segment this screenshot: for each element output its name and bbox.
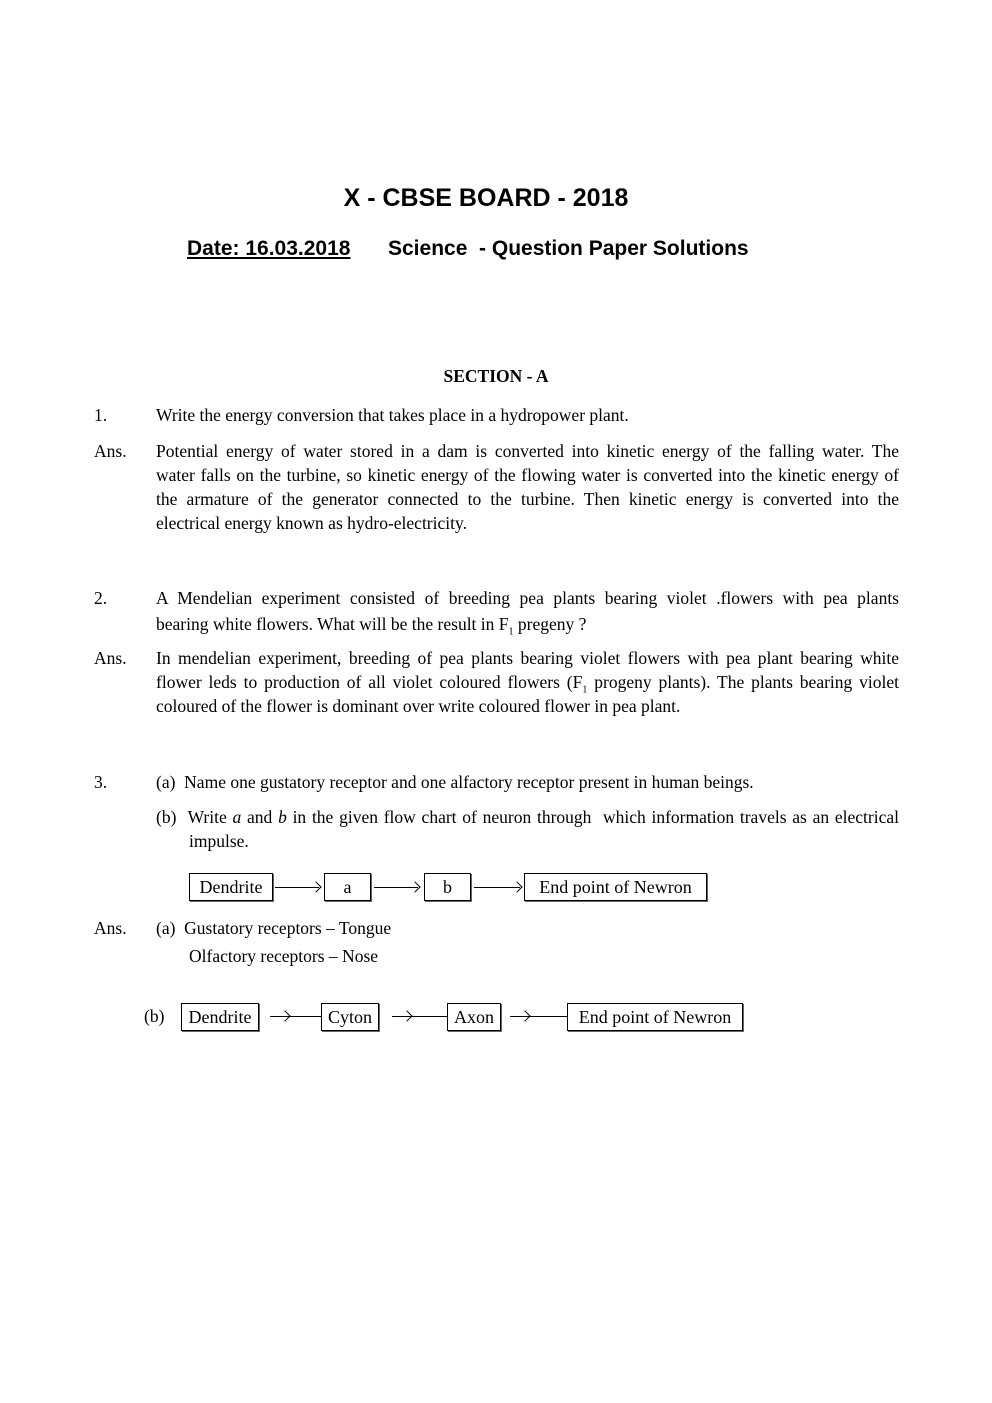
connector-line [288, 1016, 322, 1017]
answer-part-a: (a) Gustatory receptors – Tongue [156, 918, 392, 938]
subject-heading: Science - Question Paper Solutions [388, 237, 749, 260]
subscript: 1 [508, 626, 514, 638]
text: (b) Write [156, 807, 233, 827]
text: in the given flow chart of neuron through which information travels as an electrical [286, 807, 899, 827]
answer-line: water falls on the turbine, so kinetic energy of the flowing water is converted into the kinetic energy of [156, 465, 899, 485]
flow-box: Axon [447, 1003, 501, 1031]
flow-box: End point of Newron [567, 1003, 743, 1031]
text: flower leds to production of all violet coloured flowers (F [156, 672, 583, 692]
answer-label: Ans. [94, 441, 127, 461]
answer-line: electrical energy known as hydro-electricity. [156, 513, 467, 533]
question-text: A Mendelian experiment consisted of breeding pea plants bearing violet .flowers with pea plants [156, 588, 899, 608]
answer-line: Potential energy of water stored in a dam is converted into kinetic energy of the falling water. The [156, 441, 899, 461]
question-number: 1. [94, 405, 108, 425]
text: and [241, 807, 279, 827]
question-number: 2. [94, 588, 108, 608]
answer-line [156, 672, 899, 696]
flow-box: End point of Newron [524, 873, 707, 901]
arrow-icon [275, 887, 319, 888]
flow-box: Cyton [321, 1003, 379, 1031]
subscript: 1 [582, 684, 588, 696]
arrow-icon [392, 1016, 410, 1017]
flow-box: Dendrite [181, 1003, 259, 1031]
answer-line: coloured of the flower is dominant over write coloured flower in pea plant. [156, 696, 681, 716]
exam-date: Date: 16.03.2018 [187, 237, 351, 260]
answer-label: Ans. [94, 918, 127, 938]
section-heading: SECTION - A [443, 366, 549, 386]
question-part-b-line: impulse. [189, 831, 249, 851]
arrow-icon [374, 887, 418, 888]
text: progeny plants). The plants bearing violet [587, 672, 900, 692]
document-title: X - CBSE BOARD - 2018 [343, 184, 629, 212]
question-part-b [156, 807, 899, 828]
flow-box: b [424, 873, 471, 901]
answer-line: In mendelian experiment, breeding of pea plants bearing violet flowers with pea plant bearing white [156, 648, 899, 668]
question-text: Write the energy conversion that takes place in a hydropower plant. [156, 405, 629, 425]
text: pregeny ? [517, 614, 587, 634]
question-number: 3. [94, 772, 108, 792]
answer-part-a-line: Olfactory receptors – Nose [189, 946, 379, 966]
question-text [156, 614, 586, 638]
answer-part-b-label: (b) [144, 1006, 165, 1026]
question-part-a: (a) Name one gustatory receptor and one alfactory receptor present in human beings. [156, 772, 754, 792]
connector-line [410, 1016, 448, 1017]
arrow-icon [270, 1016, 288, 1017]
text: a [232, 807, 242, 827]
flow-box: a [324, 873, 371, 901]
connector-line [528, 1016, 568, 1017]
text: bearing white flowers. What will be the result in F [156, 614, 509, 634]
text: b [278, 807, 287, 827]
answer-line: the armature of the generator connected to the turbine. Then kinetic energy is converted into the [156, 489, 899, 509]
answer-label: Ans. [94, 648, 127, 668]
arrow-icon [510, 1016, 528, 1017]
flow-box: Dendrite [189, 873, 273, 901]
arrow-icon [474, 887, 520, 888]
